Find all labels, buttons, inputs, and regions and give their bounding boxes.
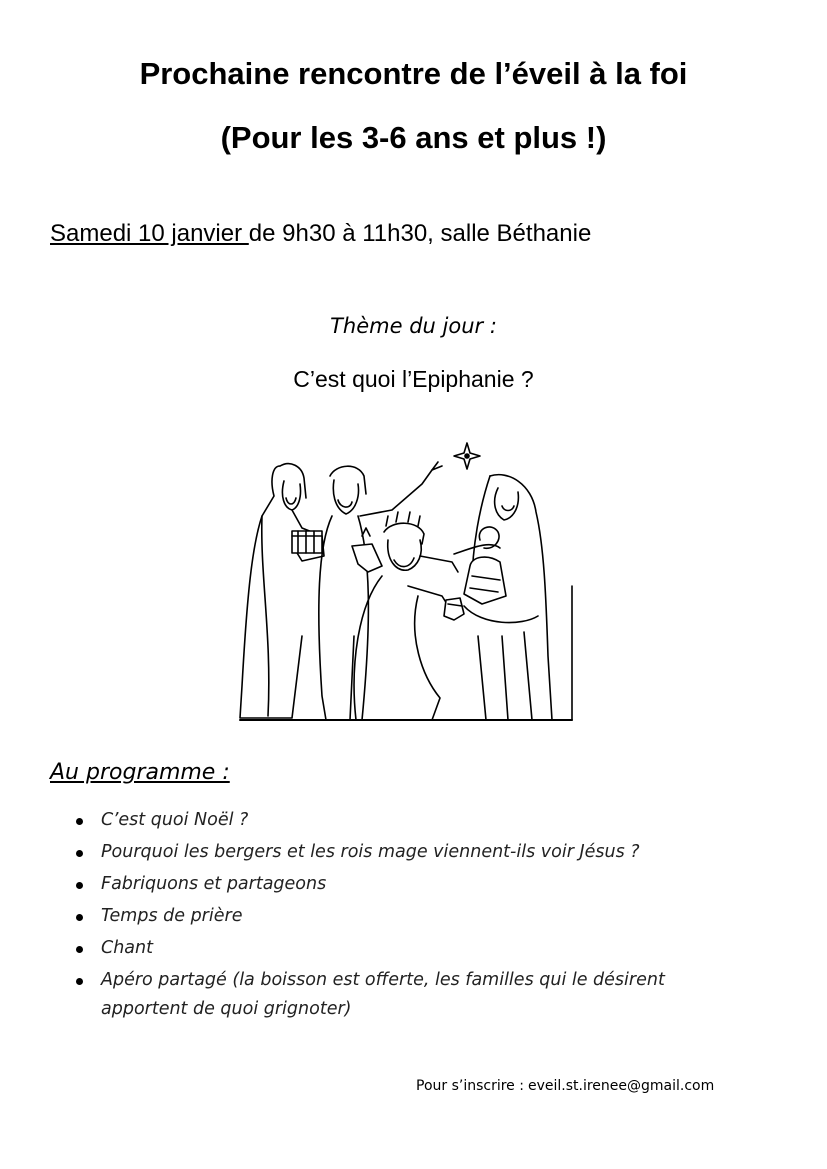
list-item: Apéro partagé (la boisson est offerte, les familles qui le désirent apportent de quoi grignoter)	[76, 966, 736, 1024]
list-item: Fabriquons et partageons	[76, 870, 736, 899]
list-item: Temps de prière	[76, 902, 736, 931]
page-title: Prochaine rencontre de l’éveil à la foi	[139, 56, 688, 91]
event-dateline	[50, 220, 591, 248]
event-time-place: de 9h30 à 11h30, salle Béthanie	[248, 220, 592, 247]
registration-footer	[416, 1078, 714, 1094]
list-item: C’est quoi Noël ?	[76, 806, 736, 835]
list-item: Pourquoi les bergers et les rois mage viennent-ils voir Jésus ?	[76, 838, 736, 867]
registration-email[interactable]: eveil.st.irenee@gmail.com	[527, 1078, 715, 1094]
program-list	[76, 806, 736, 1027]
event-date: Samedi 10 janvier	[50, 220, 249, 247]
theme-value: C’est quoi l’Epiphanie ?	[293, 366, 534, 392]
nativity-magi-illustration	[232, 436, 582, 728]
program-label: Au programme :	[50, 760, 230, 785]
page-subtitle: (Pour les 3-6 ans et plus !)	[220, 120, 607, 155]
theme-label: Thème du jour :	[330, 314, 497, 338]
list-item: Chant	[76, 934, 736, 963]
registration-label: Pour s’inscrire :	[416, 1078, 524, 1094]
